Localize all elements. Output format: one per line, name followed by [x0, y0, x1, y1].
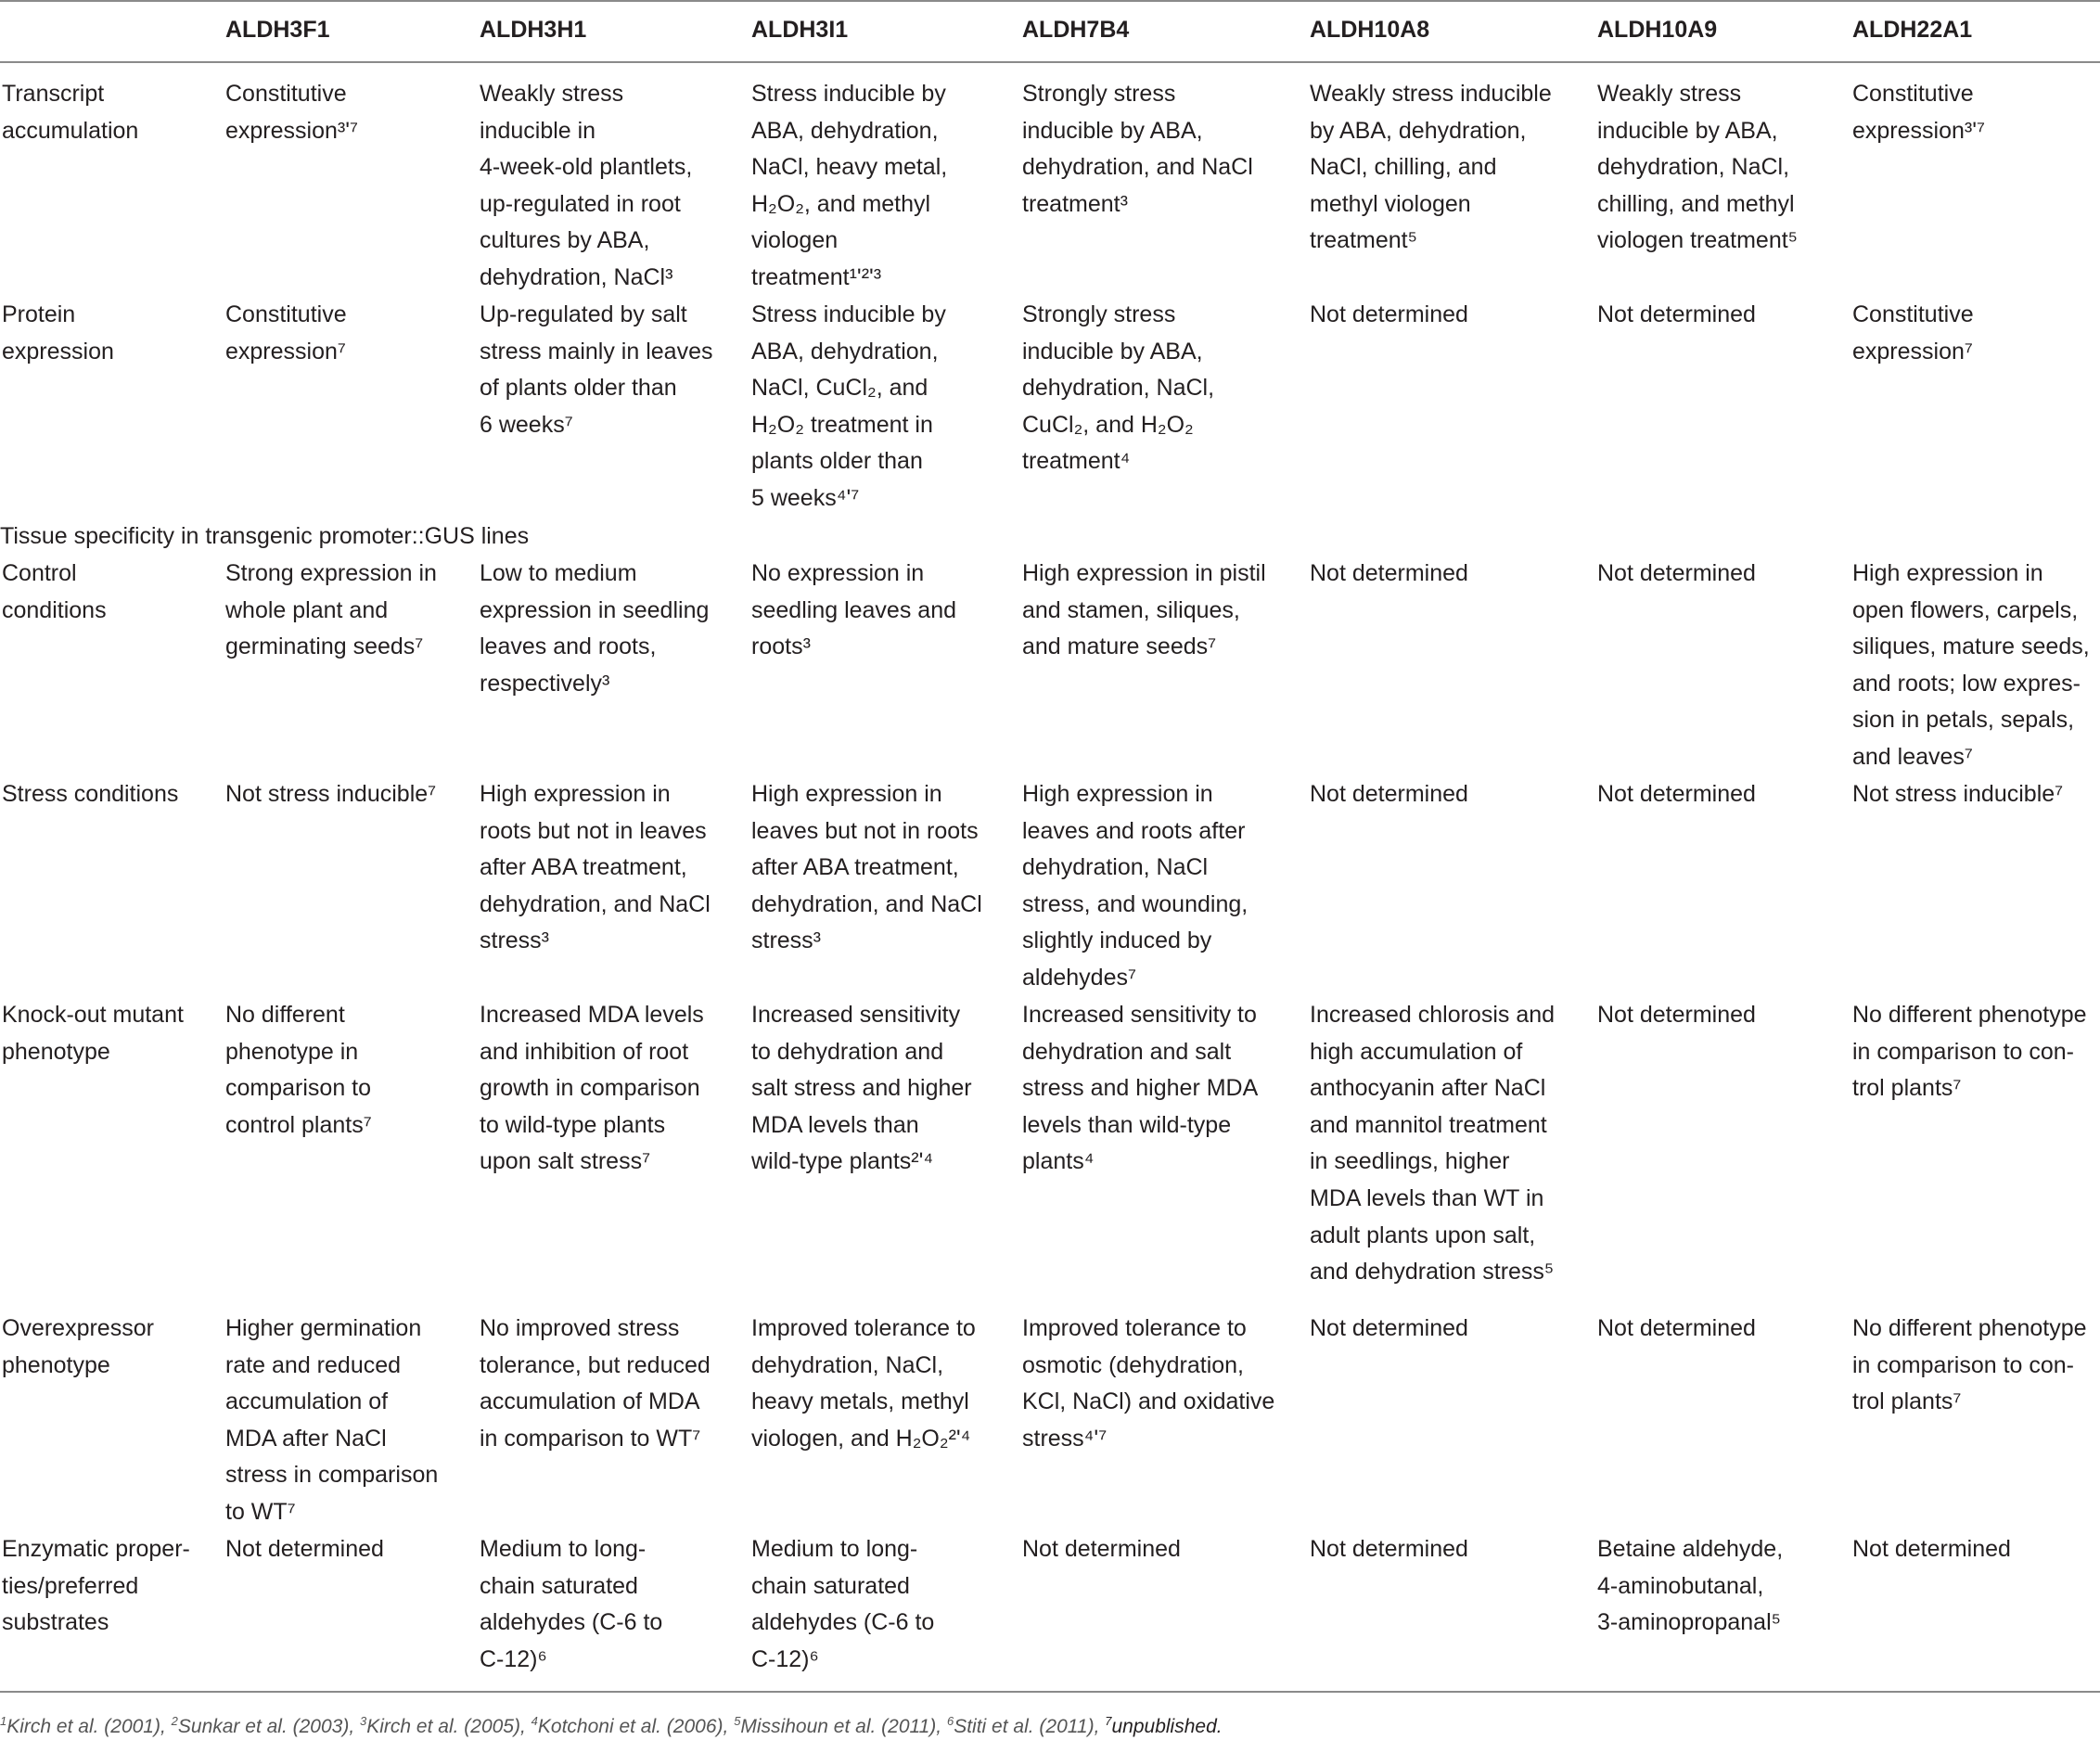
table-cell: Not determined: [1597, 781, 1756, 807]
row-label: Transcript accumulation: [2, 81, 139, 144]
table-cell: No different phenotype in comparison to con- trol plants⁷: [1852, 1002, 2087, 1102]
table-cell: No expression in seedling leaves and roots³: [751, 560, 956, 660]
table-cell: Not determined: [1597, 1315, 1756, 1341]
table-cell: Strong expression in whole plant and germinating seeds⁷: [225, 560, 437, 660]
table-top-rule: [0, 0, 2100, 2]
footnote-mark: 6: [946, 1714, 954, 1728]
table-cell: High expression in leaves and roots after dehydration, NaCl stress, and wounding, slightly induced by aldehydes⁷: [1022, 781, 1248, 991]
table-cell: Strongly stress inducible by ABA, dehydration, NaCl, CuCl₂, and H₂O₂ treatment⁴: [1022, 301, 1215, 475]
table-cell: Not determined: [1310, 1536, 1468, 1562]
row-label: Enzymatic proper- ties/preferred substrates: [2, 1536, 190, 1636]
footnote-text: Missihoun et al. (2011),: [740, 1716, 947, 1737]
table-cell: Not stress inducible⁷: [1852, 781, 2064, 807]
table-cell: Improved tolerance to dehydration, NaCl, heavy metals, methyl viologen, and H₂O₂²ʹ⁴: [751, 1315, 976, 1452]
table-cell: Constitutive expression⁷: [1852, 301, 1974, 365]
table-cell: Not determined: [1597, 301, 1756, 327]
table-cell: Higher germination rate and reduced accumulation of MDA after NaCl stress in comparison to WT⁷: [225, 1315, 439, 1525]
table-cell: Constitutive expression³ʹ⁷: [225, 81, 359, 144]
table-cell: Not determined: [1852, 1536, 2011, 1562]
table-cell: Increased MDA levels and inhibition of root growth in comparison to wild-type plants upon salt stress⁷: [480, 1002, 704, 1175]
row-label: Overexpressor phenotype: [2, 1315, 154, 1378]
footnote-text: unpublished.: [1111, 1716, 1223, 1737]
table-cell: Not determined: [1310, 301, 1468, 327]
table-cell: Not determined: [1310, 560, 1468, 586]
table-cell: Not determined: [1597, 560, 1756, 586]
footnote-mark: 7: [1105, 1714, 1112, 1728]
table-cell: Not determined: [225, 1536, 384, 1562]
table-cell: Stress inducible by ABA, dehydration, NaCl, heavy metal, H₂O₂, and methyl viologen treatment¹ʹ²ʹ³: [751, 81, 948, 290]
table-cell: Not determined: [1310, 781, 1468, 807]
table-cell: High expression in leaves but not in roots after ABA treatment, dehydration, and NaCl stress³: [751, 781, 982, 954]
table-cell: Not determined: [1310, 1315, 1468, 1341]
column-header: ALDH3H1: [480, 17, 587, 43]
table-cell: Constitutive expression⁷: [225, 301, 347, 365]
footnote-text: Kirch et al. (2001),: [6, 1716, 172, 1737]
column-header: ALDH10A9: [1597, 17, 1718, 43]
table-cell: No improved stress tolerance, but reduced accumulation of MDA in comparison to WT⁷: [480, 1315, 711, 1452]
table-cell: Increased sensitivity to dehydration and salt stress and higher MDA levels than wild-type plants⁴: [1022, 1002, 1259, 1175]
column-header: ALDH22A1: [1852, 17, 1973, 43]
footnote-mark: 3: [360, 1714, 367, 1728]
footnotes: [0, 1708, 1223, 1740]
footnote-mark: 4: [531, 1714, 538, 1728]
table-cell: Not stress inducible⁷: [225, 781, 437, 807]
footnote-text: Stiti et al. (2011),: [954, 1716, 1106, 1737]
table-cell: Medium to long- chain saturated aldehydes (C-6 to C-12)⁶: [480, 1536, 663, 1672]
table-cell: Betaine aldehyde, 4-aminobutanal, 3-aminopropanal⁵: [1597, 1536, 1784, 1636]
footnote-text: Sunkar et al. (2003),: [177, 1716, 360, 1737]
table-cell: Weakly stress inducible by ABA, dehydration, NaCl, chilling, and methyl viologen treatment⁵: [1310, 81, 1552, 254]
column-header: ALDH3F1: [225, 17, 330, 43]
table-cell: Stress inducible by ABA, dehydration, NaCl, CuCl₂, and H₂O₂ treatment in plants older than 5 weeks⁴ʹ⁷: [751, 301, 946, 511]
table-cell: High expression in roots but not in leaves after ABA treatment, dehydration, and NaCl stress³: [480, 781, 711, 954]
row-label: Control conditions: [2, 560, 107, 623]
table-cell: No different phenotype in comparison to con- trol plants⁷: [1852, 1315, 2087, 1415]
table-cell: Not determined: [1597, 1002, 1756, 1028]
footnote-mark: 1: [0, 1714, 7, 1728]
footnote-text: Kotchoni et al. (2006),: [537, 1716, 735, 1737]
table-cell: Constitutive expression³ʹ⁷: [1852, 81, 1986, 144]
table-cell: Not determined: [1022, 1536, 1181, 1562]
table-cell: High expression in open flowers, carpels, siliques, mature seeds, and roots; low expres- sion in petals, sepals, and leaves⁷: [1852, 560, 2090, 770]
section-heading: Tissue specificity in transgenic promoter::GUS lines: [0, 523, 530, 549]
table-cell: High expression in pistil and stamen, siliques, and mature seeds⁷: [1022, 560, 1266, 660]
table-cell: Medium to long- chain saturated aldehydes (C-6 to C-12)⁶: [751, 1536, 935, 1672]
table-cell: Increased sensitivity to dehydration and salt stress and higher MDA levels than wild-type plants²ʹ⁴: [751, 1002, 972, 1175]
table-cell: Weakly stress inducible by ABA, dehydration, NaCl, chilling, and methyl viologen treatment⁵: [1597, 81, 1799, 254]
column-header: ALDH10A8: [1310, 17, 1430, 43]
footnote-mark: 5: [734, 1714, 741, 1728]
column-header: ALDH3I1: [751, 17, 849, 43]
table-cell: Low to medium expression in seedling leaves and roots, respectively³: [480, 560, 710, 697]
column-header: ALDH7B4: [1022, 17, 1130, 43]
header-rule: [0, 61, 2100, 63]
table-cell: Weakly stress inducible in 4-week-old plantlets, up-regulated in root cultures by ABA, dehydration, NaCl³: [480, 81, 693, 290]
table-cell: No different phenotype in comparison to control plants⁷: [225, 1002, 372, 1138]
row-label: Stress conditions: [2, 781, 179, 807]
table-cell: Up-regulated by salt stress mainly in leaves of plants older than 6 weeks⁷: [480, 301, 713, 438]
footer-rule: [0, 1691, 2100, 1693]
footnote-text: Kirch et al. (2005),: [366, 1716, 531, 1737]
row-label: Knock-out mutant phenotype: [2, 1002, 184, 1065]
table-cell: Strongly stress inducible by ABA, dehydration, and NaCl treatment³: [1022, 81, 1253, 217]
table-cell: Improved tolerance to osmotic (dehydration, KCl, NaCl) and oxidative stress⁴ʹ⁷: [1022, 1315, 1275, 1452]
footnote-mark: 2: [171, 1714, 178, 1728]
table-cell: Increased chlorosis and high accumulation of anthocyanin after NaCl and mannitol treatment in seedlings, higher MDA levels than WT in adult plants upon salt, and dehydration stress⁵: [1310, 1002, 1556, 1286]
row-label: Protein expression: [2, 301, 114, 365]
